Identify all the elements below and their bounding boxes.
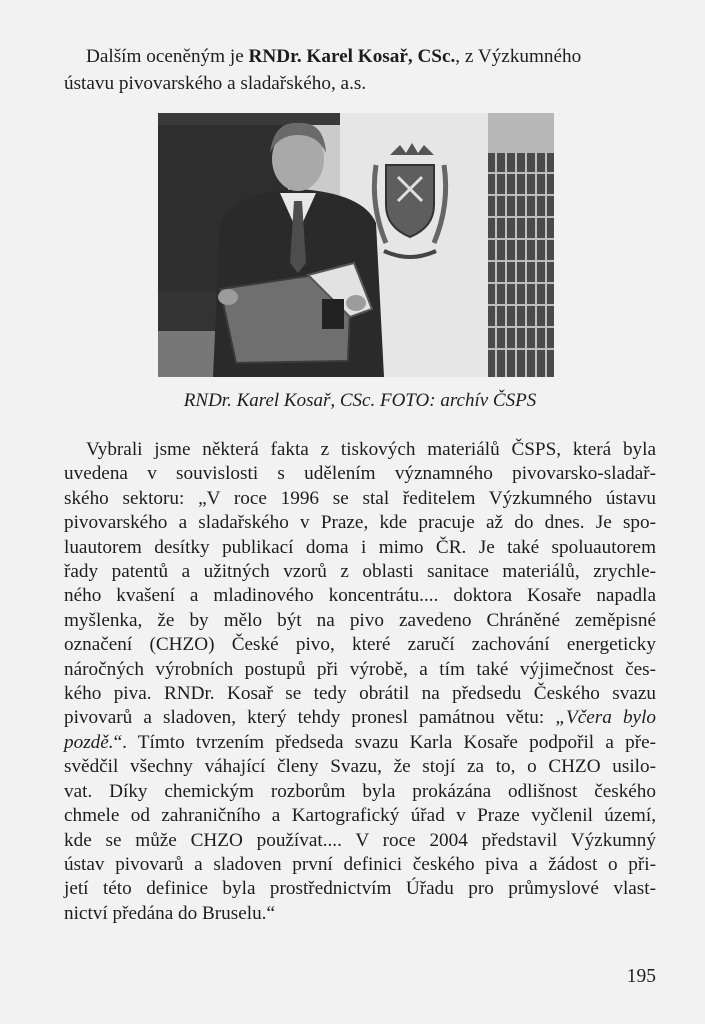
body-paragraph <box>64 438 656 926</box>
portrait-photo <box>158 113 554 377</box>
text-line: vat. Díky chemickým rozborům byla prokázána odlišnost českého <box>64 780 656 802</box>
quote-italic: „Včera bylo <box>555 707 656 729</box>
intro-line-2: ústavu pivovarského a sladařského, a.s. <box>64 73 367 94</box>
text-line: pivovarského a sladařského v Praze, kde pracuje až do dnes. Je spo- <box>64 512 656 534</box>
photo-caption: RNDr. Karel Kosař, CSc. FOTO: archív ČSPS <box>183 390 537 411</box>
portrait-illustration <box>158 113 554 377</box>
text-line: jetí této definice byla prostřednictvím Úřadu pro průmyslové vlast- <box>64 878 656 900</box>
intro-paragraph <box>64 43 656 97</box>
text-line: pivovarů a sladoven, který tehdy pronesl památnou větu: „Včera bylo <box>64 707 656 729</box>
text-line: ústav pivovarů a sladoven první definici českého piva a žádost o při- <box>64 853 656 875</box>
text-line: náročných výrobních postupů při výrobě, a tím také výjimečnost čes- <box>64 658 656 680</box>
text-line: ského sektoru: „V roce 1996 se stal ředitelem Výzkumného ústavu <box>64 487 656 509</box>
quote-italic: pozdě. <box>64 731 114 753</box>
text-line: označení (CHZO) České pivo, které zaručí zachování energeticky <box>64 634 656 656</box>
text-line: kde se může CHZO používat.... V roce 2004 představil Výzkumný <box>64 829 656 851</box>
text-line: svědčil všechny váhající členy Svazu, že stojí za to, o CHZO usilo- <box>64 756 656 778</box>
text-line: nictví předána do Bruselu.“ <box>64 902 275 924</box>
text-line: pozdě.“. Tímto tvrzením předseda svazu Karla Kosaře podpořil a pře- <box>64 731 656 753</box>
text-line: Vybrali jsme některá fakta z tiskových materiálů ČSPS, která byla <box>86 439 656 460</box>
intro-line-1: Dalším oceněným je RNDr. Karel Kosař, CSc., z Výzkumného <box>86 46 582 67</box>
text-line: uvedena v souvislosti s udělením významného pivovarsko-sladař- <box>64 463 656 485</box>
text-line: luautorem desítky publikací doma i mimo ČR. Je také spoluautorem <box>64 536 656 558</box>
text-line: myšlenka, že by mělo být na pivo zavedeno Chráněné zeměpisné <box>64 609 656 631</box>
text-line: chmele od zahraničního a Kartografický úřad v Praze vyčlenil území, <box>64 805 656 827</box>
text-line: řady patentů a užitných vzorů z oblasti sanitace materiálů, zrychle- <box>64 561 656 583</box>
text-line: ného kvašení a mladinového koncentrátu.... doktora Kosaře napadla <box>64 585 656 607</box>
page-number: 195 <box>626 966 656 987</box>
text-line: kého piva. RNDr. Kosař se tedy obrátil na předsedu Českého svazu <box>64 683 656 705</box>
awardee-name: RNDr. Karel Kosař, CSc. <box>248 46 456 67</box>
